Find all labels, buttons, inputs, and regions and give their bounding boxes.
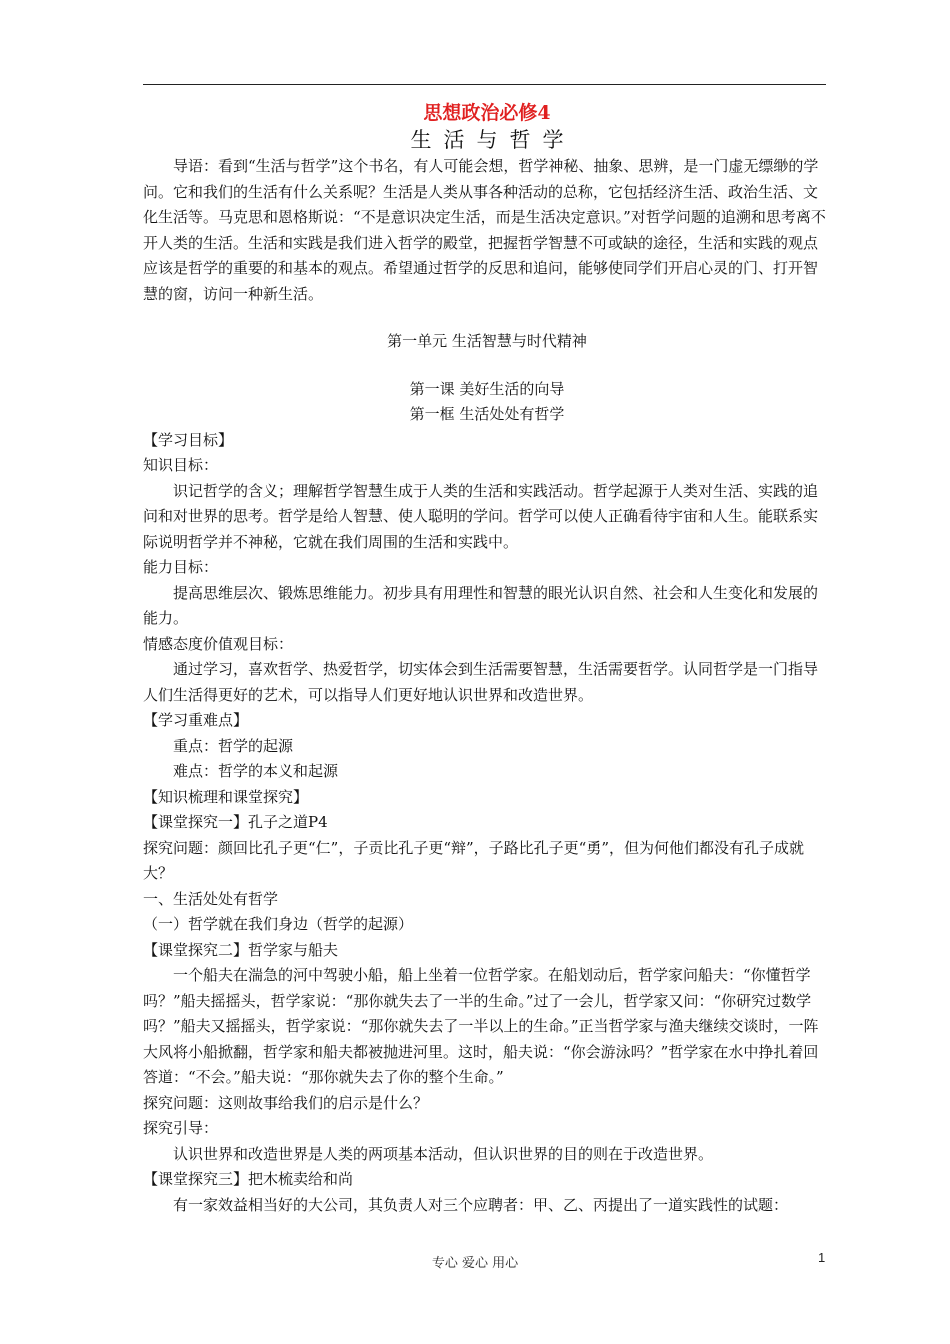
explore2-story: 一个船夫在湍急的河中驾驶小船，船上坐着一位哲学家。在船划动后，哲学家问船夫：“你懂哲学吗？”船夫摇摇头，哲学家说：“那你就失去了一半的生命。”过了一会儿，哲学家又问：“你研究过数学吗？”船夫又摇摇头，哲学家说：“那你就失去了一半以上的生命。”正当哲学家与渔夫继续交谈时，一阵大风将小船掀翻，哲学家和船夫都被抛进河里。这时，船夫说：“你会游泳吗？”哲学家在水中挣扎着回答道：“不会。”船夫说：“那你就失去了你的整个生命。” xyxy=(143,966,819,1086)
intro-paragraph: 导语：看到“生活与哲学”这个书名，有人可能会想，哲学神秘、抽象、思辨，是一门虚无缥缈的学问。它和我们的生活有什么关系呢？生活是人类从事各种活动的总称，它包括经济生活、政治生活、文化生活等。马克思和恩格斯说：“不是意识决定生活，而是生活决定意识。”对哲学问题的追溯和思考离不开人类的生活。生活和实践是我们进入哲学的殿堂，把握哲学智慧不可或缺的途径，生活和实践的观点应该是哲学的重要的和基本的观点。希望通过哲学的反思和追问，能够使同学们开启心灵的门、打开智慧的窗，访问一种新生活。 xyxy=(143,157,826,303)
lesson-heading: 第一课 美好生活的向导 xyxy=(409,379,565,398)
footer-motto: 专心 爱心 用心 xyxy=(431,1256,519,1271)
header-rule xyxy=(143,84,826,85)
document-title: 思想政治必修4 xyxy=(423,102,551,124)
emotion-goal-text: 通过学习，喜欢哲学、热爱哲学，切实体会到生活需要智慧，生活需要哲学。认同哲学是一门指导人们生活得更好的艺术，可以指导人们更好地认识世界和改造世界。 xyxy=(143,660,819,704)
frame-heading: 第一框 生活处处有哲学 xyxy=(409,405,565,423)
explore1-question: 探究问题：颜回比孔子更“仁”，子贡比孔子更“辩”，子路比孔子更“勇”，但为何他们都没有孔子成就大？ xyxy=(143,838,805,882)
goals-heading: 【学习目标】 xyxy=(143,430,234,449)
knowledge-goal-label: 知识目标： xyxy=(143,456,219,474)
outline-item-2: （一）哲学就在我们身边（哲学的起源） xyxy=(143,915,414,933)
ability-goal-text: 提高思维层次、锻炼思维能力。初步具有用理性和智慧的眼光认识自然、社会和人生变化和发展的能力。 xyxy=(143,583,819,627)
document-page xyxy=(143,100,831,1218)
emotion-goal-label: 情感态度价值观目标： xyxy=(143,634,294,653)
explore2-guide-label: 探究引导： xyxy=(143,1119,219,1137)
unit-heading: 第一单元 生活智慧与时代精神 xyxy=(387,332,587,350)
difficult-point: 难点：哲学的本义和起源 xyxy=(173,762,339,780)
explore2-guide-text: 认识世界和改造世界是人类的两项基本活动，但认识世界的目的则在于改造世界。 xyxy=(173,1144,714,1163)
section-heading: 【知识梳理和课堂探究】 xyxy=(143,787,309,806)
ability-goal-label: 能力目标： xyxy=(143,558,219,576)
explore2-question: 探究问题：这则故事给我们的启示是什么？ xyxy=(143,1093,429,1112)
explore2-title: 【课堂探究二】哲学家与船夫 xyxy=(143,940,339,959)
document-subtitle: 生活与哲学 xyxy=(410,128,576,152)
explore3-title: 【课堂探究三】把木梳卖给和尚 xyxy=(143,1170,354,1188)
page-number: 1 xyxy=(818,1250,826,1265)
explore3-text: 有一家效益相当好的大公司，其负责人对三个应聘者：甲、乙、丙提出了一道实践性的试题： xyxy=(173,1195,789,1214)
keypoints-heading: 【学习重难点】 xyxy=(143,711,249,729)
key-point: 重点：哲学的起源 xyxy=(173,736,294,755)
explore1-title: 【课堂探究一】孔子之道P4 xyxy=(143,813,328,831)
knowledge-goal-text: 识记哲学的含义；理解哲学智慧生成于人类的生活和实践活动。哲学起源于人类对生活、实践的追问和对世界的思考。哲学是给人智慧、使人聪明的学问。哲学可以使人正确看待宇宙和人生。能联系实际说明哲学并不神秘，它就在我们周围的生活和实践中。 xyxy=(143,481,819,551)
outline-item-1: 一、生活处处有哲学 xyxy=(143,889,279,908)
